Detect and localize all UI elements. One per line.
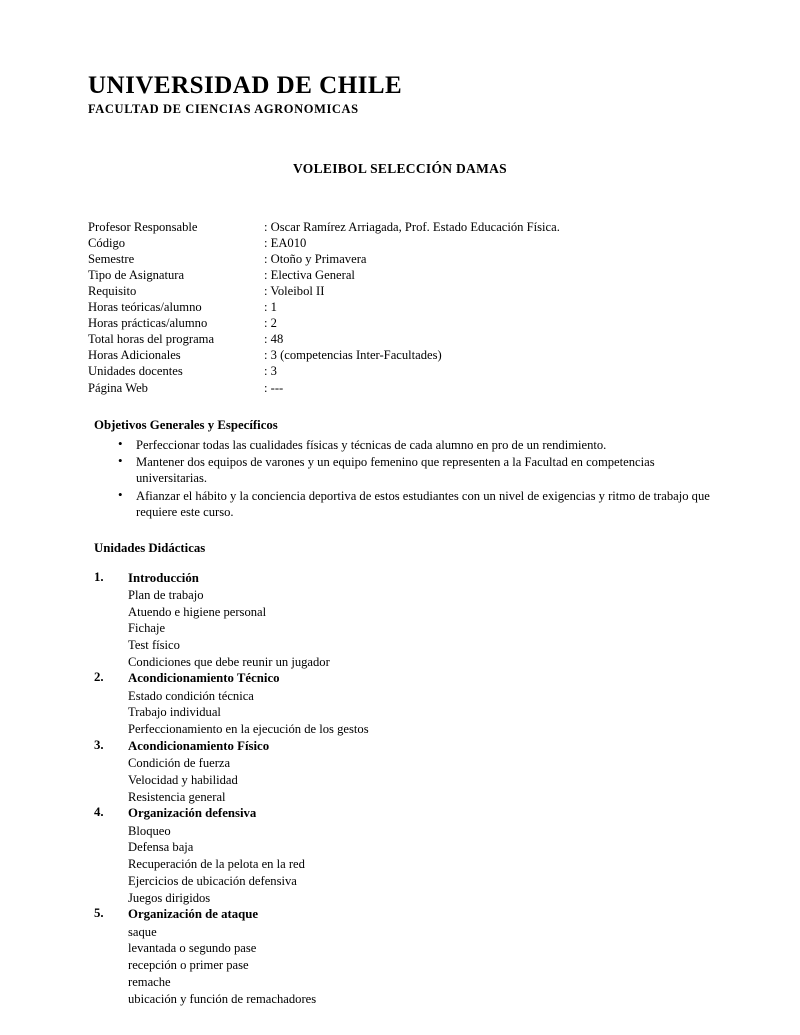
list-item: Test físico (128, 637, 180, 652)
units-list (88, 570, 712, 1008)
table-row (88, 380, 560, 396)
course-info-table (88, 219, 560, 396)
table-row (88, 363, 560, 379)
university-name: UNIVERSIDAD DE CHILE (88, 72, 403, 99)
course-info-body (88, 219, 560, 396)
info-value: : Voleibol II (264, 283, 325, 298)
info-label: Horas teóricas/alumno (88, 300, 202, 315)
list-item: • Perfeccionar todas las cualidades físicas y técnicas de cada alumno en pro de un rendimiento. (118, 437, 712, 453)
list-item: Fichaje (128, 621, 166, 636)
list-item: remache (128, 974, 171, 989)
list-item: Atuendo e higiene personal (128, 604, 267, 619)
objectives-heading: Objetivos Generales y Específicos (94, 417, 278, 432)
table-row (88, 347, 560, 363)
unit-number: 2. (94, 670, 104, 685)
list-item: • Mantener dos equipos de varones y un equipo femenino que representen a la Facultad en competencias universitarias. (118, 454, 712, 487)
list-item: Condición de fuerza (128, 756, 231, 771)
table-row (88, 315, 560, 331)
info-label: Tipo de Asignatura (88, 267, 185, 282)
info-label: Unidades docentes (88, 364, 183, 379)
info-value: : Electiva General (264, 267, 355, 282)
info-value: : EA010 (264, 235, 307, 250)
info-value: : 3 (competencias Inter-Facultades) (264, 348, 442, 363)
units-heading: Unidades Didácticas (94, 540, 206, 555)
info-value: : Otoño y Primavera (264, 251, 367, 266)
unit-number: 1. (94, 569, 104, 584)
table-row (88, 267, 560, 283)
info-label: Código (88, 235, 126, 250)
list-item (88, 670, 712, 737)
unit-subitems (122, 924, 712, 1008)
info-label: Semestre (88, 251, 135, 266)
list-item: Condiciones que debe reunir un jugador (128, 654, 330, 669)
info-value: : 48 (264, 332, 284, 347)
list-item (88, 805, 712, 906)
table-row (88, 299, 560, 315)
unit-subitems (122, 688, 712, 738)
table-row (88, 219, 560, 235)
list-item: saque (128, 924, 157, 939)
letterhead (88, 72, 712, 117)
unit-title: Introducción (128, 570, 199, 585)
faculty-name: FACULTAD DE CIENCIAS AGRONOMICAS (88, 101, 359, 116)
info-value: : --- (264, 380, 284, 395)
list-item (88, 906, 712, 1007)
info-value: : Oscar Ramírez Arriagada, Prof. Estado Educación Física. (264, 219, 560, 234)
table-row (88, 331, 560, 347)
list-item: Defensa baja (128, 840, 194, 855)
list-item: Recuperación de la pelota en la red (128, 857, 305, 872)
info-value: : 2 (264, 316, 277, 331)
unit-number: 3. (94, 737, 104, 752)
list-item (88, 570, 712, 671)
unit-subitems (122, 755, 712, 805)
unit-title: Acondicionamiento Físico (128, 738, 270, 753)
info-value: : 3 (264, 364, 277, 379)
list-item: • Afianzar el hábito y la conciencia deportiva de estos estudiantes con un nivel de exigencias y ritmo de trabajo que requiere este curso. (118, 488, 712, 521)
unit-number: 5. (94, 906, 104, 921)
unit-title: Acondicionamiento Técnico (128, 671, 280, 686)
info-label: Página Web (88, 380, 148, 395)
list-item: Velocidad y habilidad (128, 772, 238, 787)
info-label: Requisito (88, 283, 137, 298)
list-item: Plan de trabajo (128, 587, 204, 602)
unit-number: 4. (94, 805, 104, 820)
list-item: Estado condición técnica (128, 688, 254, 703)
list-item: Bloqueo (128, 823, 171, 838)
table-row (88, 235, 560, 251)
list-item: Juegos dirigidos (128, 890, 211, 905)
info-label: Horas prácticas/alumno (88, 316, 208, 331)
list-item: levantada o segundo pase (128, 941, 257, 956)
list-item: Perfeccionamiento en la ejecución de los gestos (128, 722, 369, 737)
list-item: Trabajo individual (128, 705, 221, 720)
list-item: recepción o primer pase (128, 958, 249, 973)
unit-subitems (122, 823, 712, 907)
unit-title: Organización defensiva (128, 806, 257, 821)
info-label: Profesor Responsable (88, 219, 198, 234)
page-title: VOLEIBOL SELECCIÓN DAMAS (293, 160, 507, 176)
info-value: : 1 (264, 300, 277, 315)
list-item: ubicación y función de remachadores (128, 991, 317, 1006)
unit-subitems (122, 587, 712, 671)
table-row (88, 251, 560, 267)
list-item: Ejercicios de ubicación defensiva (128, 873, 297, 888)
unit-title: Organización de ataque (128, 907, 259, 922)
list-item: Resistencia general (128, 789, 226, 804)
table-row (88, 283, 560, 299)
objectives-list (88, 437, 712, 521)
info-label: Horas Adicionales (88, 348, 181, 363)
list-item (88, 738, 712, 805)
info-label: Total horas del programa (88, 332, 215, 347)
